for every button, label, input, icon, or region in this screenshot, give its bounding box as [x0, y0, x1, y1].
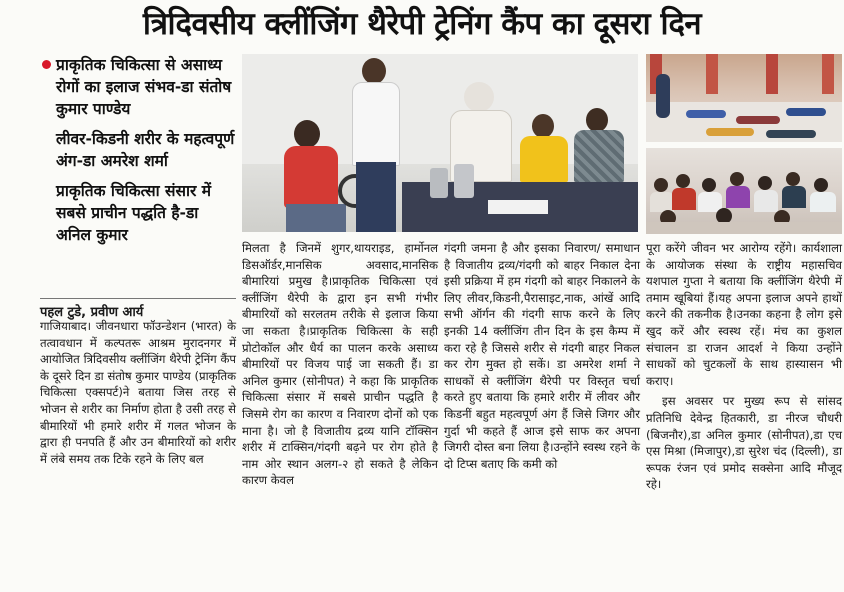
highlights-box [40, 54, 236, 254]
headline: त्रिदिवसीय क्लींजिंग थैरेपी ट्रेनिंग कैंप का दूसरा दिन [142, 6, 702, 42]
highlight-item: लीवर-किडनी शरीर के महत्वपूर्ण अंग-डा अमरेश शर्मा [56, 130, 235, 170]
article-column-1: गाजियाबाद। जीवनधारा फॉउन्डेशन (भारत) के तत्वावधान में कल्पतरू आश्रम मुरादनगर में आयोजित त्रिदिवसीय क्लींजिंग थैरेपी ट्रेनिंग कैंप के दूसरे दिन डा संतोष कुमार पाण्डेय (प्राकृतिक चिकित्सा एक्सपर्ट)ने बताया जिस तरह से भोजन से शरीर का निर्माण होता है उसी तरह से बीमारियों भी हमारे शरीर में गलत भोजन के द्वारा ही पनपति हैं और उन बीमारियों को शरीर में लंबे समय तक टिके रहने के लिए बल [40, 319, 236, 466]
highlight-item: प्राकृतिक चिकित्सा संसार में सबसे प्राचीन पद्धति है-डा अनिल कुमार [56, 182, 211, 244]
byline: पहल टुडे, प्रवीण आर्य [40, 298, 236, 320]
column-4-text: पूरा करेंगे जीवन भर आरोग्य रहेंगे। कार्यशाला के आयोजक संस्था के राष्ट्रीय महासचिव यशपाल गुप्ता ने बताया कि क्लींजिंग थैरेपी में तमाम खूबियां हैं।यह अपना इलाज अपने हाथों करने की तकनीक है।उनका कहना है लोग इसे खुद करें और स्वस्थ रहें। मंच का कुशल संचालन डा राजन आदर्श ने किया उन्होंने साधकों को चुटकलों के साथ हास्यासन भी कराए। [646, 241, 842, 388]
article-column-3: गंदगी जमना है और इसका निवारण/ समाधान है विजातीय द्रव्य/गंदगी को बाहर निकाल देना इसी प्रक्रिया में हम गंदगी को बाहर निकालने के लिए लीवर,किडनी,पैरासाइट,नाक, आंखें आदि सभी ऑर्गन की गंदगी साफ करने के लिए इनकी 14 क्लींजिंग तीन दिन के इस कैम्प में करा रहे है जिससे शरीर से गंदगी बाहर निकल कर रोग मुक्त हो सकें। डा अमरेश शर्मा ने साधकों से क्लींजिंग थैरेपी पर विस्तृत चर्चा करते हुए बताया कि हमारे शरीर में लीवर और किडनीं बहुत महत्वपूर्ण अंग हैं जिसे जिगर और गुर्दा भी कहते हैं आज इसे साफ कर अपना जिगरी दोस्त बना लिया है।उन्होंने स्वस्थ रहने के दो टिप्स बताए कि कमी को [444, 241, 640, 471]
yoga-hall-photo [646, 54, 842, 142]
article-column-4 [646, 240, 842, 493]
closing-paragraph: इस अवसर पर मुख्य रूप से सांसद प्रतिनिधि देवेन्द्र हितकारी, डा नीरज चौधरी (बिजनौर),डा अनिल कुमार (सोनीपत),डा एच एस मिश्रा (मिजापुर),डा सुरेश चंद (दिल्ली), डा रूपक रंजन एवं प्रमोद सक्सेना आदि मौजूद रहे। [646, 394, 842, 492]
workshop-photo [242, 54, 638, 232]
highlight-item: प्राकृतिक चिकित्सा से असाध्य रोगों का इलाज संभव-डा संतोष कुमार पाण्डेय [40, 54, 236, 120]
bullet-dot-icon [42, 60, 51, 69]
article-column-2: मिलता है जिनमें शुगर,थायराइड, हार्मोनल डिसऑर्डर,मानसिक अवसाद,मानसिक बीमारियां प्रमुख है।प्राकृतिक चिकित्सा एवं क्लींजिंग थैरेपी के द्वारा इन सभी गंभीर बीमारियों को सरलतम तरीके से इलाज किया जा सकता है।प्राकृतिक चिकित्सा के सही प्रोटोकॉल और धैर्य का पालन करके असाध्य बीमारियों पर विजय पाई जा सकती हैं। डा अनिल कुमार (सोनीपत) ने कहा कि प्राकृतिक चिकित्सा संसार में सबसे प्राचीन पद्धति है जिसमे रोग का कारण व निवारण दोनों को एक माना है। जो है विजातीय द्रव्य यानि टॉक्सिन शरीर में टाक्सिन/गंदगी बढ़ने पर रोग होते है नाम ओर स्थान अलग-२ हो सकते है लेकिन कारण केवल [242, 241, 438, 488]
audience-photo [646, 148, 842, 234]
